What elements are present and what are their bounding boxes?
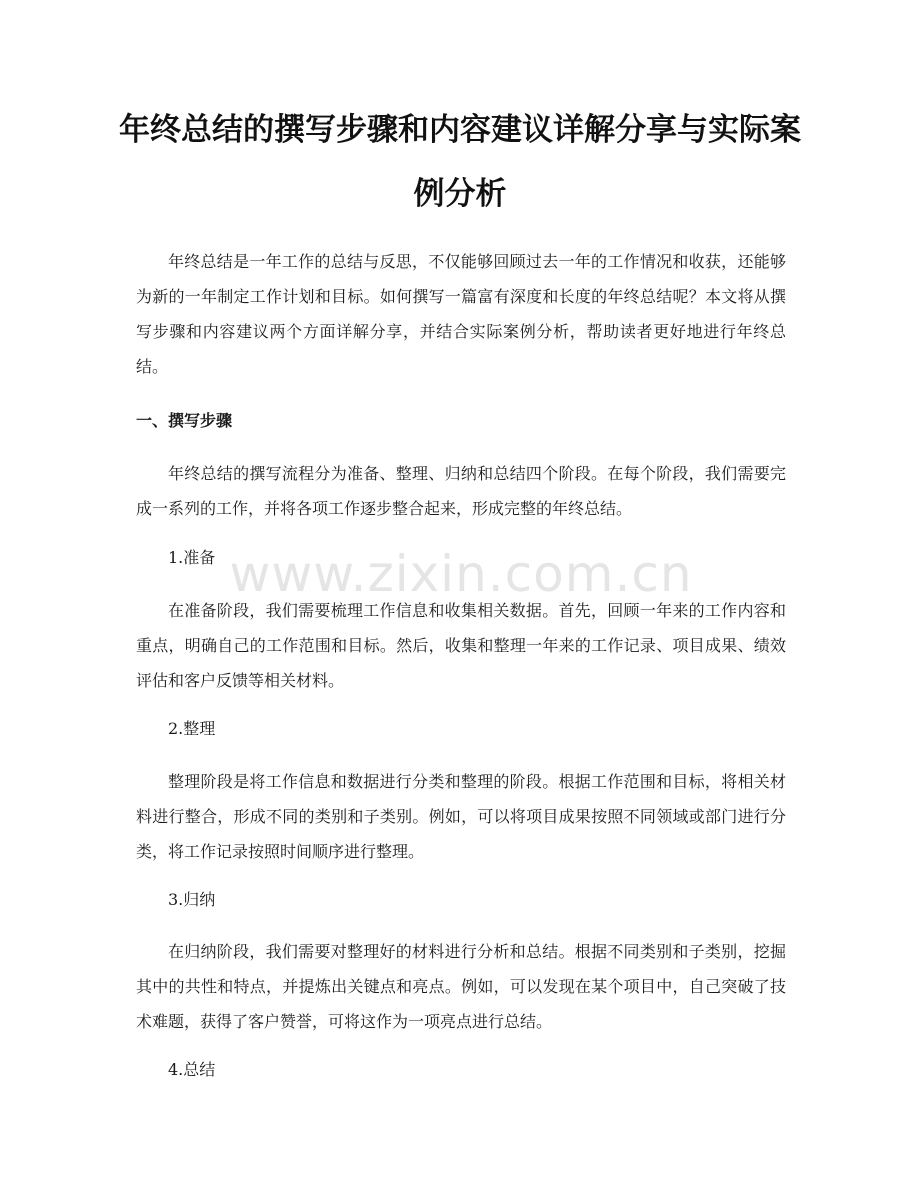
step-title-summarize: 4.总结: [168, 1060, 216, 1079]
step-body-induce: 在归纳阶段，我们需要对整理好的材料进行分析和总结。根据不同类别和子类别，挖掘其中的共性和特点，并提炼出关键点和亮点。例如，可以发现在某个项目中，自己突破了技术难题，获得了客户赞誉，可将这作为一项亮点进行总结。: [136, 942, 786, 1031]
section-heading-writing-steps: 一、撰写步骤: [136, 411, 233, 430]
step-title-induce: 3.归纳: [168, 890, 216, 909]
intro-paragraph: 年终总结是一年工作的总结与反思，不仅能够回顾过去一年的工作情况和收获，还能够为新的一年制定工作计划和目标。如何撰写一篇富有深度和长度的年终总结呢？本文将从撰写步骤和内容建议两个方面详解分享，并结合实际案例分析，帮助读者更好地进行年终总结。: [136, 252, 786, 376]
watermark-text: www.zixin.com.cn: [229, 545, 693, 603]
document-title: 年终总结的撰写步骤和内容建议详解分享与实际案例分析: [119, 112, 801, 212]
step-title-organize: 2.整理: [168, 719, 216, 738]
section-intro-paragraph: 年终总结的撰写流程分为准备、整理、归纳和总结四个阶段。在每个阶段，我们需要完成一系列的工作，并将各项工作逐步整合起来，形成完整的年终总结。: [136, 464, 786, 518]
step-title-prepare: 1.准备: [168, 548, 216, 567]
step-body-prepare: 在准备阶段，我们需要梳理工作信息和收集相关数据。首先，回顾一年来的工作内容和重点，明确自己的工作范围和目标。然后，收集和整理一年来的工作记录、项目成果、绩效评估和客户反馈等相关材料。: [136, 601, 786, 690]
step-body-organize: 整理阶段是将工作信息和数据进行分类和整理的阶段。根据工作范围和目标，将相关材料进行整合，形成不同的类别和子类别。例如，可以将项目成果按照不同领域或部门进行分类，将工作记录按照时间顺序进行整理。: [136, 772, 786, 861]
